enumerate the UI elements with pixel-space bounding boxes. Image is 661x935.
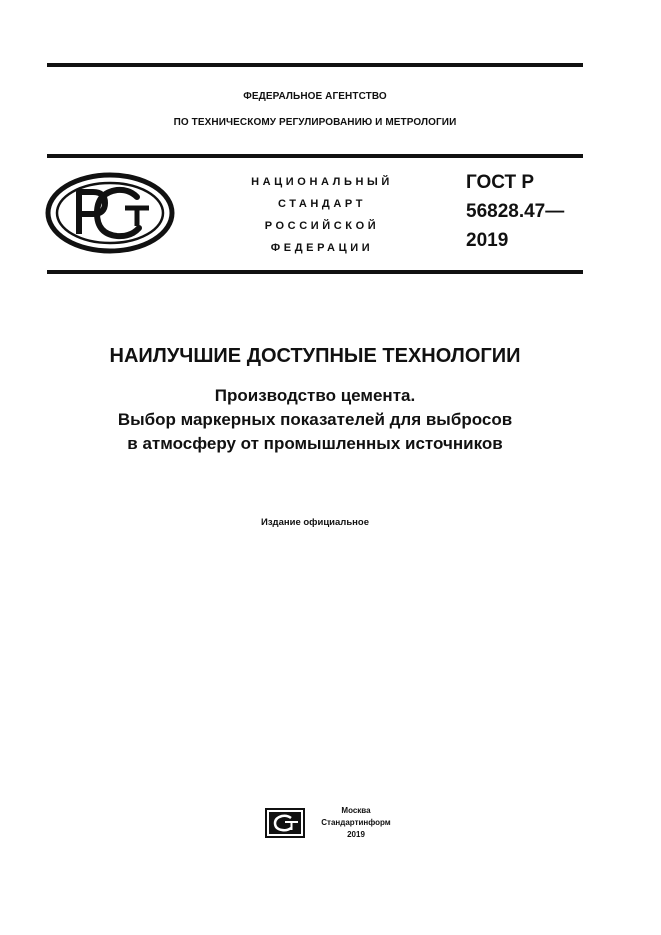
publisher-block [310,805,402,841]
publisher-year: 2019 [347,830,365,839]
document-subtitle [47,384,583,456]
code-line: 2019 [466,230,509,251]
national-line: НАЦИОНАЛЬНЫЙ [251,176,393,188]
subtitle-line: в атмосферу от промышленных источников [127,434,503,453]
document-title: НАИЛУЧШИЕ ДОСТУПНЫЕ ТЕХНОЛОГИИ [109,345,521,367]
bottom-rule [47,270,583,274]
rst-certification-mark-icon [45,172,175,254]
code-line: ГОСТ Р [466,172,535,193]
edition-label: Издание официальное [261,517,369,528]
standartinform-logo-icon [265,808,305,838]
top-rule [47,63,583,67]
code-line: 56828.47— [466,201,565,222]
national-line: РОССИЙСКОЙ [264,220,380,232]
national-standard-label [222,171,422,259]
subtitle-line: Выбор маркерных показателей для выбросов [117,410,513,429]
publisher-city: Москва [341,806,371,815]
agency-line-1: ФЕДЕРАЛЬНОЕ АГЕНТСТВО [243,91,387,102]
standard-code [466,168,586,255]
agency-line-2: ПО ТЕХНИЧЕСКОМУ РЕГУЛИРОВАНИЮ И МЕТРОЛОГИИ [173,117,457,128]
national-line: СТАНДАРТ [277,198,367,210]
middle-rule [47,154,583,158]
subtitle-line: Производство цемента. [214,386,416,405]
national-line: ФЕДЕРАЦИИ [270,242,374,254]
publisher-name: Стандартинформ [321,818,391,827]
